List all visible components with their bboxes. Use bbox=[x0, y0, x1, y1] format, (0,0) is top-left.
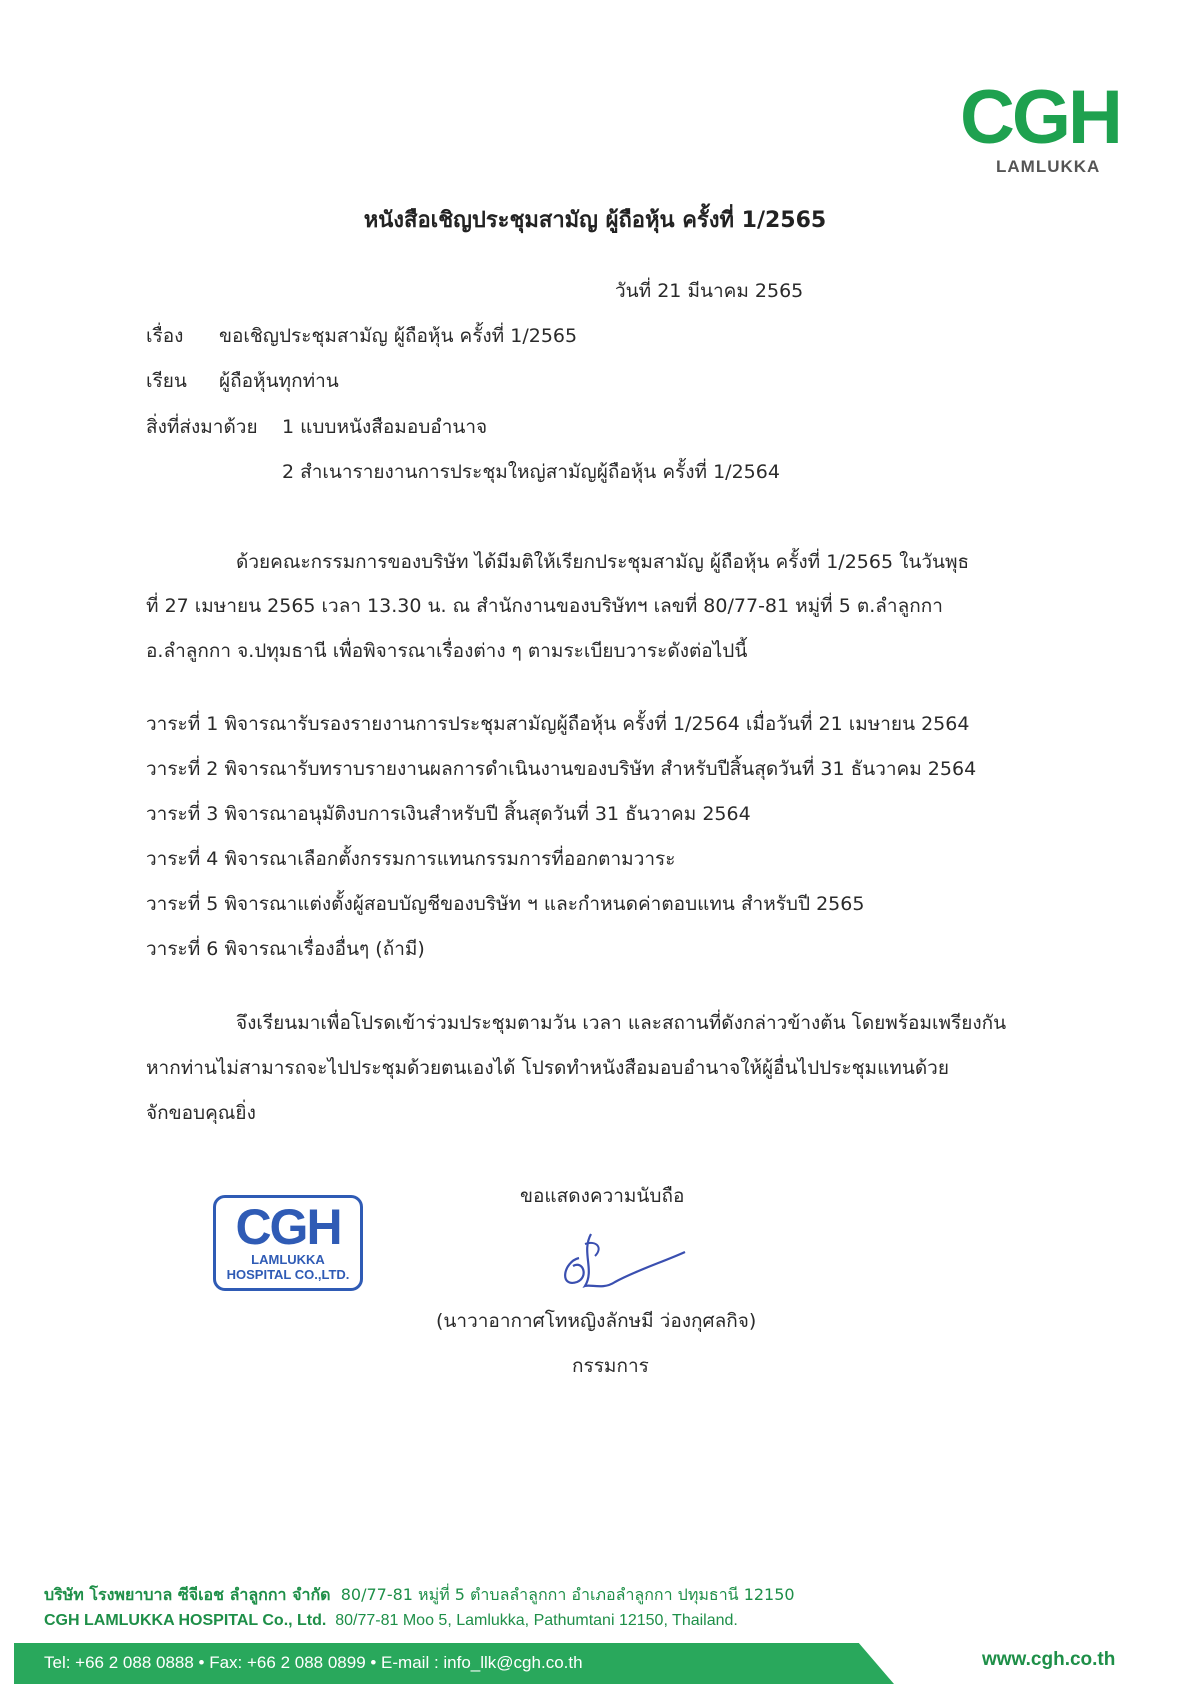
enclosure-item: 2 สำเนารายงานการประชุมใหญ่สามัญผู้ถือหุ้น ครั้งที่ 1/2564 bbox=[282, 461, 780, 483]
agenda-item: วาระที่ 6 พิจารณาเรื่องอื่นๆ (ถ้ามี) bbox=[146, 938, 425, 960]
signer-position: กรรมการ bbox=[572, 1355, 649, 1377]
enclosure-item: 1 แบบหนังสือมอบอำนาจ bbox=[282, 416, 488, 438]
outro-line: จักขอบคุณยิ่ง bbox=[146, 1102, 256, 1124]
cgh-logo-subtitle: LAMLUKKA bbox=[996, 157, 1101, 176]
recipient-text: ผู้ถือหุ้นทุกท่าน bbox=[219, 370, 339, 392]
agenda-item: วาระที่ 5 พิจารณาแต่งตั้งผู้สอบบัญชีของบริษัท ฯ และกำหนดค่าตอบแทน สำหรับปี 2565 bbox=[146, 893, 865, 915]
subject-label: เรื่อง bbox=[146, 325, 184, 347]
intro-line: อ.ลำลูกกา จ.ปทุมธานี เพื่อพิจารณาเรื่องต่าง ๆ ตามระเบียบวาระดังต่อไปนี้ bbox=[146, 640, 748, 662]
closing-text: ขอแสดงความนับถือ bbox=[520, 1185, 685, 1207]
footer-thai-company: บริษัท โรงพยาบาล ซีจีเอช ลำลูกกา จำกัด bbox=[44, 1585, 331, 1604]
agenda-item: วาระที่ 4 พิจารณาเลือกตั้งกรรมการแทนกรรมการที่ออกตามวาระ bbox=[146, 848, 676, 870]
intro-line: ที่ 27 เมษายน 2565 เวลา 13.30 น. ณ สำนักงานของบริษัทฯ เลขที่ 80/77-81 หมู่ที่ 5 ต.ลำลูกกา bbox=[146, 595, 943, 617]
document-title: หนังสือเชิญประชุมสามัญ ผู้ถือหุ้น ครั้งที่ 1/2565 bbox=[363, 208, 827, 233]
agenda-item: วาระที่ 1 พิจารณารับรองรายงานการประชุมสามัญผู้ถือหุ้น ครั้งที่ 1/2564 เมื่อวันที่ 21 เมษายน 2564 bbox=[146, 713, 970, 735]
footer-thai-line bbox=[44, 1583, 795, 1608]
footer-thai-address: 80/77-81 หมู่ที่ 5 ตำบลลำลูกกา อำเภอลำลูกกา ปทุมธานี 12150 bbox=[340, 1585, 795, 1604]
outro-line: หากท่านไม่สามารถจะไปประชุมด้วยตนเองได้ โปรดทำหนังสือมอบอำนาจให้ผู้อื่นไปประชุมแทนด้วย bbox=[146, 1057, 949, 1079]
stamp-brand: CGH bbox=[235, 1199, 341, 1255]
agenda-item: วาระที่ 2 พิจารณารับทราบรายงานผลการดำเนินงานของบริษัท สำหรับปีสิ้นสุดวันที่ 31 ธันวาคม 2564 bbox=[146, 758, 977, 780]
letter-date: วันที่ 21 มีนาคม 2565 bbox=[615, 280, 804, 302]
subject-text: ขอเชิญประชุมสามัญ ผู้ถือหุ้น ครั้งที่ 1/2565 bbox=[219, 325, 578, 347]
company-stamp bbox=[213, 1195, 363, 1291]
intro-line: ด้วยคณะกรรมการของบริษัท ได้มีมติให้เรียกประชุมสามัญ ผู้ถือหุ้น ครั้งที่ 1/2565 ในวันพุธ bbox=[236, 551, 970, 573]
footer-english-line bbox=[44, 1612, 738, 1630]
stamp-line: HOSPITAL CO.,LTD. bbox=[226, 1267, 350, 1282]
cgh-logo: CGH bbox=[960, 75, 1120, 160]
outro-line: จึงเรียนมาเพื่อโปรดเข้าร่วมประชุมตามวัน เวลา และสถานที่ดังกล่าวข้างต้น โดยพร้อมเพรียงกัน bbox=[236, 1012, 1007, 1034]
recipient-label: เรียน bbox=[146, 370, 187, 392]
footer-contact-text: Tel: +66 2 088 0888 • Fax: +66 2 088 0899 • E-mail : info_llk@cgh.co.th bbox=[44, 1653, 583, 1672]
enclosure-label: สิ่งที่ส่งมาด้วย bbox=[146, 416, 258, 438]
signature-image bbox=[545, 1222, 695, 1302]
footer-english-company: CGH LAMLUKKA HOSPITAL Co., Ltd. bbox=[44, 1612, 327, 1629]
signer-name: (นาวาอากาศโทหญิงลักษมี ว่องกุศลกิจ) bbox=[436, 1310, 757, 1332]
footer-english-address: 80/77-81 Moo 5, Lamlukka, Pathumtani 12150, Thailand. bbox=[335, 1612, 738, 1629]
stamp-line: LAMLUKKA bbox=[251, 1252, 325, 1267]
agenda-item: วาระที่ 3 พิจารณาอนุมัติงบการเงินสำหรับปี สิ้นสุดวันที่ 31 ธันวาคม 2564 bbox=[146, 803, 751, 825]
footer-website-link[interactable]: www.cgh.co.th bbox=[982, 1649, 1116, 1670]
